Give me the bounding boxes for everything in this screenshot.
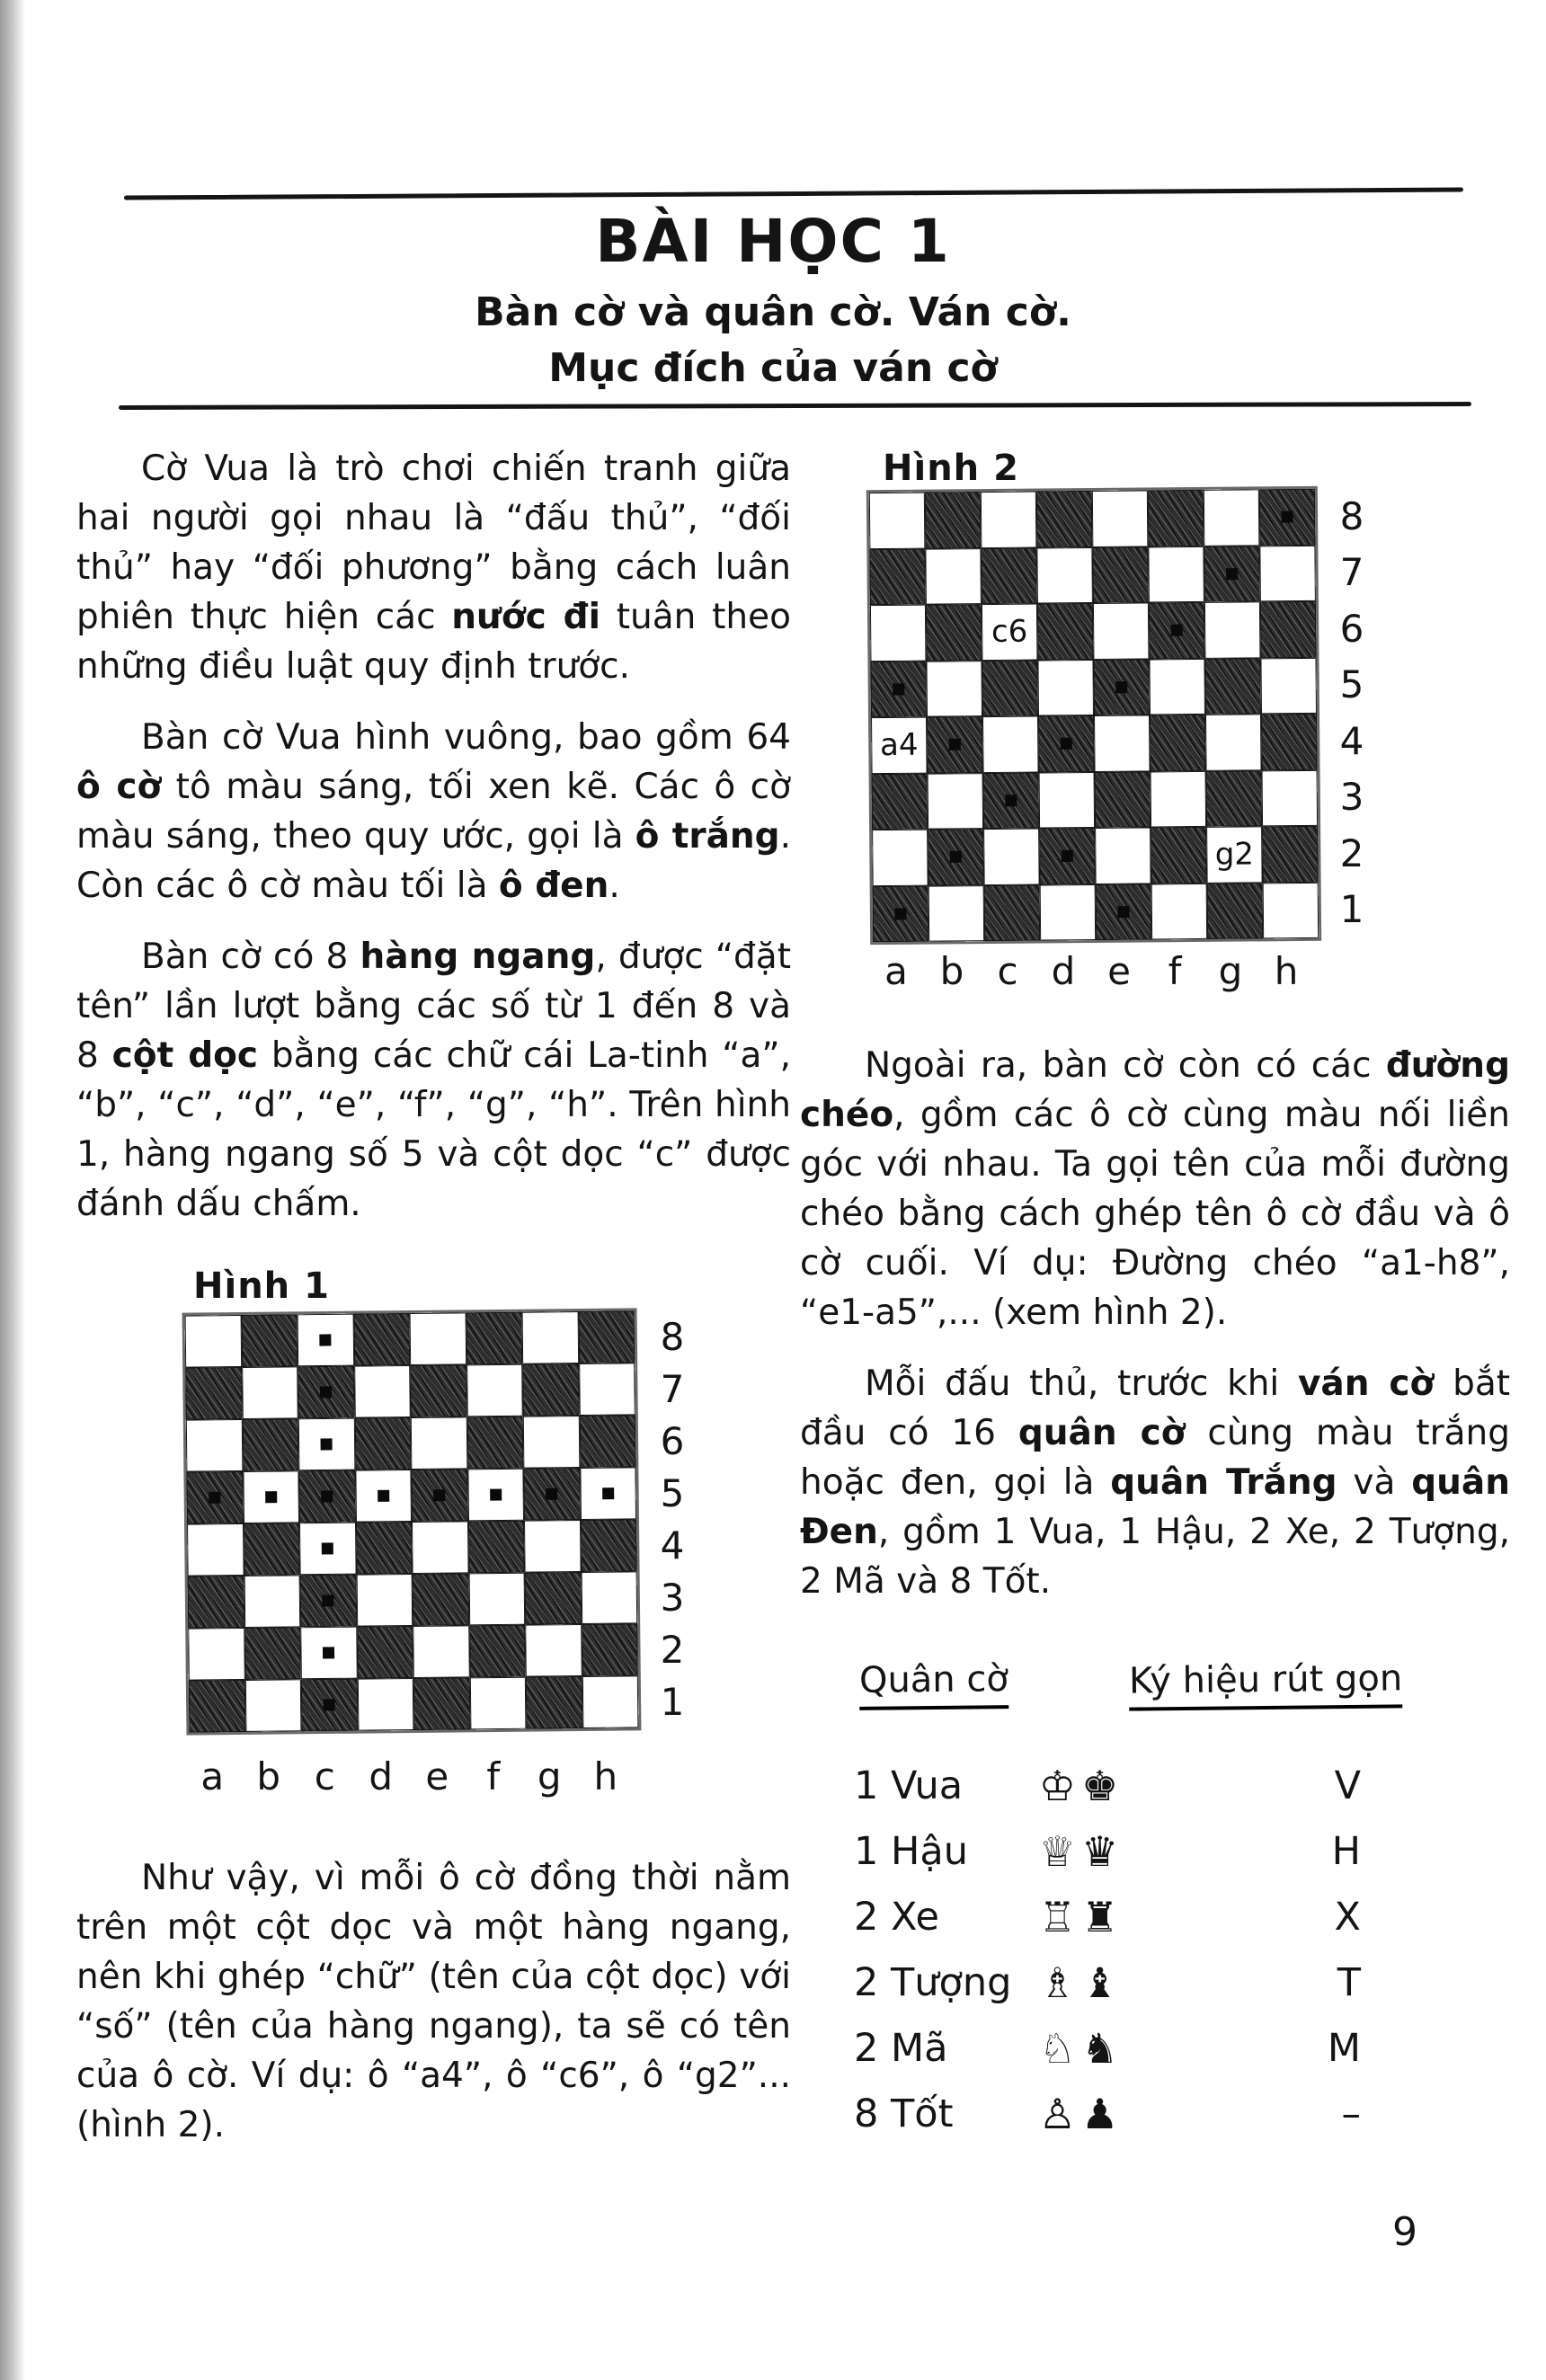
board-square-c3 [300,1575,357,1628]
rank-label: 1 [1339,887,1364,932]
board-square-a1 [189,1680,245,1733]
board-square-d3 [1039,771,1096,828]
header-bottom-rule-line [119,402,1471,410]
text-run: Mỗi đấu thủ, trước khi [865,1363,1298,1404]
square-dot-marker [324,1699,335,1710]
board-square-g1 [526,1676,582,1729]
file-label: b [256,1754,281,1798]
board-square-b5 [926,661,982,717]
board-square-f2 [1151,827,1207,884]
piece-glyphs [1016,1893,1142,1941]
board-square-h7 [1259,545,1316,601]
figure2-file-labels [868,946,1314,996]
board-square-a4 [871,717,928,774]
board-square-c1 [301,1679,358,1732]
rank-label: 7 [660,1366,685,1411]
square-dot-marker [1117,906,1129,918]
board-square-e7 [1092,546,1149,603]
square-dot-marker [894,908,906,919]
square-dot-marker [950,851,962,863]
board-square-f4 [1150,715,1206,771]
square-dot-marker [602,1488,614,1499]
board-square-b4 [244,1523,300,1576]
figure1-file-labels [184,1751,634,1801]
square-dot-marker [433,1489,445,1501]
board-square-b2 [244,1627,301,1680]
pieces-table-row [854,2015,1393,2081]
black-piece-icon: ♝ [1081,1958,1119,2007]
text-run: . Còn các ô cờ màu tối là [76,816,792,906]
board-square-a6 [870,605,927,662]
board-square-b8 [241,1314,298,1367]
file-label: g [1218,948,1243,993]
pieces-table-header-piece: Quân cờ [859,1658,1008,1710]
board-square-c5 [982,660,1038,716]
rank-label: 3 [1339,775,1364,820]
board-square-c8 [298,1314,354,1367]
file-label: g [537,1754,562,1798]
board-square-f1 [1151,883,1208,939]
paragraph [800,1359,1510,1606]
file-label: c [997,948,1018,993]
board-square-g5 [1204,658,1261,715]
board-square-a2 [872,830,928,886]
board-square-a5 [870,661,927,717]
board-square-b2 [928,829,984,885]
board-square-g1 [1207,883,1264,939]
board-square-e2 [1095,827,1151,884]
board-square-g2 [1206,826,1263,883]
board-square-b3 [244,1575,300,1628]
board-square-b6 [242,1418,298,1471]
board-square-c7 [298,1366,354,1419]
scan-edge-shadow [0,0,25,2380]
page-number: 9 [1392,2209,1417,2255]
board-square-b6 [926,604,982,661]
bold-term: nước đi [451,597,600,637]
black-piece-icon: ♞ [1081,2023,1119,2073]
board-square-f6 [466,1416,523,1470]
file-label: a [884,948,908,993]
board-square-g8 [1204,489,1260,546]
figure1-chessboard [182,1308,642,1735]
text-run: tô màu sáng, tối xen kẽ. Các ô cờ màu sáng, theo quy ước, gọi là [76,767,791,857]
board-square-d1 [1040,884,1097,940]
board-square-c3 [983,772,1040,829]
file-label: a [200,1754,225,1798]
square-dot-marker [323,1594,334,1606]
board-square-g4 [1205,714,1262,770]
square-dot-marker [1061,738,1072,750]
piece-abbreviation: – [1341,2091,1361,2136]
board-square-a4 [187,1523,244,1576]
bold-term: ô trắng [635,816,780,857]
board-square-f7 [1148,546,1204,602]
rank-label: 6 [660,1418,685,1463]
board-square-g5 [523,1468,580,1521]
piece-glyphs [1016,2090,1142,2138]
board-square-f4 [467,1521,524,1574]
board-square-f5 [1149,658,1205,715]
piece-glyphs [1016,2024,1142,2073]
board-square-a6 [186,1419,243,1472]
square-dot-marker [1005,795,1017,806]
bold-term: hàng ngang [360,937,596,977]
file-label: d [369,1754,394,1798]
square-dot-marker [378,1490,389,1502]
board-square-d7 [1036,547,1093,604]
board-square-e5 [411,1469,467,1522]
board-square-c2 [983,829,1040,885]
board-square-a8 [869,493,926,549]
piece-glyphs [1016,1958,1142,2007]
text-run: bằng các chữ cái La-tinh “a”, “b”, “c”, “d”, “e”, “f”, “g”, “h”. Trên hình 1, hàng ngang số 5 và cột dọc “c” được đánh dấu chấm. [76,1035,791,1224]
board-square-e5 [1093,659,1150,715]
paragraph [76,444,791,691]
square-dot-marker [209,1492,220,1504]
file-label: e [1107,948,1131,993]
board-square-e3 [1095,771,1151,828]
board-square-h4 [580,1519,636,1572]
rank-label: 7 [1339,550,1364,595]
rank-label: 8 [1339,493,1364,538]
board-square-e8 [410,1312,466,1365]
rank-label: 3 [660,1575,685,1620]
rank-label: 2 [1339,830,1364,875]
text-run: bắt đầu có 16 [800,1363,1511,1453]
piece-abbreviation: M [1327,2025,1361,2071]
board-square-a2 [188,1628,244,1681]
pieces-table-row [854,2081,1393,2146]
board-square-e2 [413,1625,469,1678]
piece-abbreviation: V [1334,1763,1361,1808]
white-piece-icon: ♖ [1038,1892,1076,1941]
black-piece-icon: ♟ [1081,2089,1119,2138]
square-name-label: g2 [1214,836,1255,874]
pieces-table-rows [854,1753,1393,2146]
piece-count-name: 2 Mã [854,2025,948,2071]
file-label: h [593,1754,618,1798]
black-piece-icon: ♜ [1081,1892,1119,1941]
piece-abbreviation: T [1337,1959,1361,2005]
figure1-label: Hình 1 [193,1265,330,1307]
board-square-d2 [357,1626,413,1679]
board-square-g2 [525,1624,582,1677]
paragraph [76,932,791,1229]
rank-label: 5 [660,1470,685,1515]
rank-label: 4 [660,1523,685,1567]
square-dot-marker [490,1488,502,1500]
pieces-table-header-symbol: Ký hiệu rút gọn [1129,1657,1403,1710]
board-square-d6 [1037,603,1094,660]
board-square-f5 [467,1469,524,1522]
square-dot-marker [265,1491,277,1503]
text-run: Ngoài ra, bàn cờ còn có các [865,1045,1386,1086]
board-square-g8 [522,1311,579,1364]
white-piece-icon: ♗ [1038,1958,1076,2007]
board-square-f3 [468,1573,525,1626]
paragraph [800,1041,1510,1337]
board-square-d8 [353,1313,410,1366]
board-square-b7 [242,1366,298,1419]
board-square-e6 [1093,602,1150,659]
board-square-a3 [188,1576,244,1629]
square-dot-marker [322,1542,333,1554]
text-run: Bàn cờ có 8 [141,937,360,977]
right-column-text [800,1041,1510,1628]
board-square-a7 [869,548,926,605]
square-dot-marker [1062,850,1073,862]
black-piece-icon: ♚ [1081,1761,1119,1810]
square-name-label: c6 [991,613,1028,651]
board-square-c6 [298,1418,355,1471]
bold-term: cột dọc [111,1035,259,1076]
board-square-b1 [928,885,985,942]
board-square-g4 [524,1520,581,1573]
board-square-c4 [982,716,1039,773]
square-dot-marker [323,1647,334,1658]
text-run: , được “đặt tên” lần lượt bằng các số từ 1 đến 8 và 8 [76,937,791,1076]
lesson-subtitle-line2: Mục đích của ván cờ [548,345,998,391]
pieces-table-row [854,1753,1393,1818]
figure2-chessboard [866,486,1321,945]
board-square-b7 [925,548,982,605]
text-run: Bàn cờ Vua hình vuông, bao gồm 64 [141,717,791,758]
piece-count-name: 2 Tượng [854,1959,1012,2005]
board-square-g3 [1206,770,1263,827]
board-square-d4 [1038,715,1095,772]
bold-term: đường chéo [800,1045,1510,1135]
piece-abbreviation: X [1334,1894,1361,1940]
board-square-b3 [928,773,984,830]
board-square-a8 [185,1315,242,1368]
rank-label: 6 [1339,606,1364,651]
board-square-c2 [300,1627,357,1680]
white-piece-icon: ♔ [1038,1761,1076,1810]
board-square-h6 [1260,601,1317,658]
figure2-label: Hình 2 [883,448,1019,489]
file-label: e [425,1754,449,1798]
board-square-h3 [1262,769,1319,826]
board-square-h4 [1261,714,1318,770]
board-square-a3 [872,773,928,830]
board-square-e4 [412,1521,468,1574]
board-square-d2 [1039,828,1096,884]
board-square-d3 [356,1574,413,1627]
board-square-g7 [1204,546,1260,602]
white-piece-icon: ♙ [1038,2089,1076,2138]
board-square-e4 [1094,715,1151,771]
square-dot-marker [320,1334,332,1345]
paragraph [76,713,791,910]
board-square-g6 [523,1416,580,1469]
board-square-c6 [982,604,1038,661]
board-square-b5 [243,1470,299,1523]
white-piece-icon: ♕ [1038,1826,1076,1876]
board-square-h8 [578,1310,635,1363]
text-run: , gồm 1 Vua, 1 Hậu, 2 Xe, 2 Tượng, 2 Mã và 8 Tốt. [800,1512,1510,1602]
file-label: c [314,1754,335,1798]
board-square-c4 [299,1523,356,1576]
board-square-h5 [580,1467,636,1520]
board-square-h8 [1259,489,1316,546]
figure1-rank-labels [645,1310,699,1727]
board-square-d4 [356,1522,413,1575]
square-dot-marker [1226,568,1238,580]
left-column-closing-text [76,1853,791,2171]
white-piece-icon: ♘ [1038,2023,1076,2073]
square-dot-marker [321,1438,333,1450]
text-run: . [609,866,620,906]
file-label: h [1274,948,1299,993]
rank-label: 2 [660,1627,685,1672]
bold-term: quân Trắng [1110,1462,1337,1503]
pieces-table-row [854,1949,1393,2015]
board-square-f1 [469,1677,526,1730]
board-square-c5 [298,1470,355,1523]
bold-term: ô đen [498,866,609,906]
rank-label: 5 [1339,662,1364,707]
board-square-d1 [357,1678,413,1731]
board-square-d5 [355,1470,412,1523]
paragraph [76,1853,791,2150]
text-run: Cờ Vua là trò chơi chiến tranh giữa hai người gọi nhau là “đấu thủ”, “đối thủ” hay “đối phương” bằng cách luân phiên thực hiện các [76,448,791,637]
board-square-f8 [1148,490,1204,546]
board-square-f7 [466,1364,523,1417]
piece-count-name: 1 Vua [854,1763,964,1808]
board-square-h2 [582,1623,638,1676]
square-name-label: a4 [879,726,919,764]
board-square-e1 [413,1677,470,1730]
square-dot-marker [1171,625,1183,636]
square-dot-marker [546,1488,557,1500]
board-square-a1 [873,885,929,942]
board-square-d6 [354,1417,411,1470]
bold-term: ô cờ [76,767,162,807]
board-square-d8 [1036,491,1093,547]
square-dot-marker [320,1386,332,1398]
square-dot-marker [1282,511,1293,523]
text-run: , gồm các ô cờ cùng màu nối liền góc với nhau. Ta gọi tên của mỗi đường chéo bằng cách ghép tên ô cờ đầu và ô cờ cuối. Ví dụ: Đường chéo “a1-h8”, “e1-a5”,... (xem hình 2). [800,1095,1510,1333]
pieces-table-row [854,1884,1393,1949]
piece-glyphs [1016,1827,1142,1876]
board-square-f6 [1149,602,1205,659]
left-column-text [76,444,791,1250]
board-square-e6 [411,1416,467,1470]
board-square-e7 [410,1364,466,1417]
board-square-e8 [1092,490,1149,546]
board-square-c1 [984,884,1041,941]
rank-label: 4 [1339,718,1364,763]
board-square-h1 [1263,882,1319,938]
text-run: Như vậy, vì mỗi ô cờ đồng thời nằm trên một cột dọc và một hàng ngang, nên khi ghép “chữ” (tên của cột dọc) với “số” (tên của hàng ngang), ta sẽ có tên của ô cờ. Ví dụ: ô “a4”, ô “c6”, ô “g2”... (hình 2). [76,1858,791,2145]
lesson-subtitle-line1: Bàn cờ và quân cờ. Ván cờ. [475,289,1071,335]
board-square-b8 [925,492,982,548]
board-square-h1 [582,1675,638,1728]
board-square-h7 [579,1363,635,1416]
piece-glyphs [1016,1762,1142,1810]
lesson-title: BÀI HỌC 1 [595,207,951,276]
file-label: f [486,1754,501,1798]
square-dot-marker [321,1490,333,1502]
bold-term: quân cờ [1017,1413,1186,1453]
piece-count-name: 8 Tốt [854,2091,954,2136]
rank-label: 1 [660,1679,685,1724]
board-square-b1 [244,1679,301,1732]
board-square-e3 [413,1573,469,1626]
board-square-a7 [185,1367,242,1420]
board-square-h5 [1260,657,1317,714]
board-square-g7 [522,1363,579,1416]
board-square-d7 [354,1365,411,1418]
file-label: d [1051,948,1076,993]
square-dot-marker [893,683,904,695]
piece-abbreviation: H [1331,1828,1361,1874]
board-square-g6 [1204,601,1261,658]
board-square-d5 [1037,660,1094,716]
square-dot-marker [949,739,961,750]
rank-label: 8 [660,1314,685,1359]
board-square-h6 [579,1415,635,1468]
board-square-g3 [525,1572,582,1625]
board-square-h3 [581,1571,637,1624]
black-piece-icon: ♛ [1081,1826,1119,1876]
top-rule-line [124,187,1463,200]
bold-term: quân Đen [800,1462,1510,1552]
board-square-f2 [469,1625,526,1678]
board-square-f8 [466,1312,522,1365]
board-square-b4 [927,716,983,773]
board-square-c7 [981,547,1037,604]
board-square-c8 [981,492,1037,548]
piece-count-name: 2 Xe [854,1894,940,1940]
piece-count-name: 1 Hậu [854,1828,968,1874]
pieces-table-row [854,1818,1393,1884]
figure2-rank-labels [1323,488,1381,937]
square-dot-marker [1115,681,1127,693]
board-square-h2 [1262,826,1319,883]
text-run: cùng màu trắng hoặc đen, gọi là [800,1413,1510,1503]
board-square-e1 [1096,884,1152,940]
bold-term: ván cờ [1298,1363,1435,1404]
file-label: f [1168,948,1182,993]
board-square-a5 [186,1471,243,1524]
text-run: tuân theo những điều luật quy định trước. [76,597,791,687]
text-run: và [1337,1462,1412,1503]
file-label: b [939,948,964,993]
board-square-f3 [1151,770,1207,827]
